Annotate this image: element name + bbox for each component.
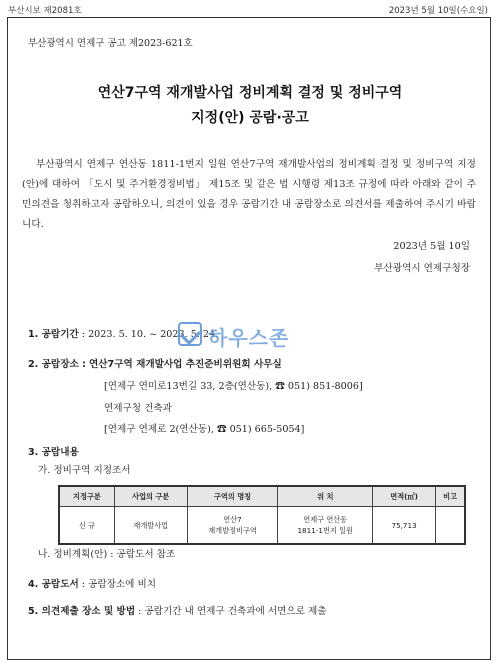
item-1-value: : 2023. 5. 10. ~ 2023. 5. 24.: [81, 329, 219, 340]
notice-number: 부산광역시 연제구 공고 제2023-621호: [28, 38, 193, 49]
item-4-value: : 공람장소에 비치: [81, 579, 157, 590]
col-zone-name: 구역의 명칭: [187, 486, 278, 507]
col-designation: 지정구분: [59, 486, 114, 507]
item-5-value: : 공람기간 내 연제구 건축과에 서면으로 제출: [138, 606, 327, 617]
watermark: [178, 320, 328, 350]
house-logo-icon: [178, 322, 202, 346]
col-remarks: 비고: [436, 486, 465, 507]
cell-area: 75,713: [373, 507, 436, 545]
notice-body: 부산광역시 연제구 연산동 1811-1번지 일원 연산7구역 재개발사업의 정비계획 결정 및 정비구역 지정(안)에 대하여 「도시 및 주거환경정비법」 제15조 및 같은 법 시행령 제13조 규정에 따라 아래와 같이 주민의견을 청취하고자 공람하오니, 의견이 있을 경우 공람기간 내 공람장소로 의견서를 제출하여 주시기 바랍니다.: [22, 159, 476, 230]
col-location: 위 치: [278, 486, 373, 507]
gazette-date: 2023년 5월 10일(수요일): [388, 6, 488, 16]
item-4-label: 4. 공람도서: [28, 579, 79, 590]
cell-location: 연제구 연산동 1811-1번지 일원: [278, 507, 373, 545]
item-1-label: 1. 공람기간: [28, 329, 79, 340]
item-4: [28, 576, 156, 590]
col-project: 사업의 구분: [114, 486, 187, 507]
item-2-place-2: 연제구청 건축과: [104, 403, 172, 414]
item-5: [28, 603, 327, 617]
table-row: [59, 507, 465, 545]
item-3-sub-a: 가. 정비구역 지정조서: [38, 465, 131, 476]
item-3-label: 3. 공람내용: [28, 447, 79, 458]
cell-type: 신 규: [59, 507, 114, 545]
table-header-row: [59, 486, 465, 507]
watermark-text: 하우스존: [208, 326, 290, 350]
cell-project: 재개발사업: [114, 507, 187, 545]
col-area: 면적(㎡): [373, 486, 436, 507]
item-2: [28, 356, 282, 370]
item-2-address-1: [연제구 연미로13번길 33, 2층(연산동), ☎ 051) 851-8006]: [104, 381, 363, 392]
designation-table: [58, 485, 466, 545]
notice-title-line1: 연산7구역 재개발사업 정비계획 결정 및 정비구역: [97, 85, 403, 101]
cell-zone-name: 연산7 재개발정비구역: [187, 507, 278, 545]
item-2-address-2: [연제구 연제로 2(연산동), ☎ 051) 665-5054]: [104, 424, 305, 435]
gazette-number: 부산시보 제2081호: [8, 6, 82, 16]
gazette-header: [0, 0, 500, 14]
cell-remarks: [436, 507, 465, 545]
item-2-value: 연산7구역 재개발사업 추진준비위원회 사무실: [88, 359, 282, 370]
item-2-label: 2. 공람장소 :: [28, 359, 86, 370]
signature-date: 2023년 5월 10일: [393, 241, 470, 252]
notice-title-line2: 지정(안) 공람·공고: [191, 110, 309, 126]
signature-organization: 부산광역시 연제구청장: [374, 263, 470, 274]
item-3-sub-b: 나. 정비계획(안) : 공람도서 참조: [38, 549, 176, 560]
item-5-label: 5. 의견제출 장소 및 방법: [28, 606, 136, 617]
